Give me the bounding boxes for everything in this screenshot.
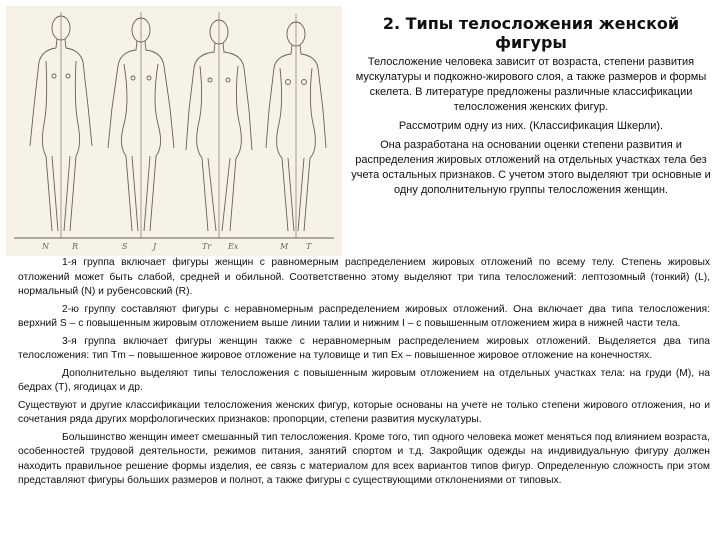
body-types-illustration xyxy=(6,6,342,256)
classification-text xyxy=(18,256,710,492)
figure-2-label-right: J xyxy=(153,242,157,251)
figure-3-label-left: Tr xyxy=(202,242,212,251)
figure-4-label-right: T xyxy=(306,242,312,251)
figure-4-outline xyxy=(266,14,326,238)
intro-block xyxy=(350,55,712,202)
intro-paragraph-3 xyxy=(350,138,712,198)
intro-paragraph-3-text: Она разработана на основании оценки степени развития и распределения жировых отложений на отдельных участках тела без учета остальных признаков. С учетом этого выделяют три основные и одну дополнительную группы телосложения женщин xyxy=(351,139,711,196)
body-paragraph-5: Существуют и другие классификации телосложения женских фигур, которые основаны на учете не только степени жирового отложения, но и сочетания ряда других морфологических признаков: пропорции, степени развития мускулатуры. xyxy=(18,399,710,425)
intro-paragraph-1: Телосложение человека зависит от возраста, степени развития мускулатуры и подкожно-жирового слоя, а также размеров и формы скелета. В литературе предложены различные классификации телосложения женских фигур. xyxy=(355,56,707,113)
figure-1-label-right: R xyxy=(72,242,79,251)
intro-end-dot: . xyxy=(664,184,668,196)
figure-2-outline xyxy=(108,12,174,238)
body-paragraph-2: 2-ю группу составляют фигуры с неравномерным распределением жировых отложений. Она включает два типа телосложения: верхний S – с повышенным жировым отложением выше линии талии и нижним I – с повышенным отложением жира в нижней части тела. xyxy=(18,303,710,329)
body-paragraph-3: 3-я группа включает фигуры женщин также с неравномерным распределением жировых отложений. Выделяется два типа телосложения: тип Tm – повышенное жировое отложение на туловище и тип Ex – повышенное жировое отложение на конечностях. xyxy=(18,335,710,361)
figure-3-label-right: Ex xyxy=(228,242,239,251)
body-paragraph-4: Дополнительно выделяют типы телосложения с повышенным жировым отложением на отдельных участках тела: на груди (M), на бедрах (T), ягодицах и др. xyxy=(18,367,710,393)
figure-4-label-left: M xyxy=(280,242,289,251)
figure-2-label-left: S xyxy=(122,242,128,251)
figure-3-outline xyxy=(186,12,252,238)
figure-1-label-left: N xyxy=(42,242,49,251)
figure-1-outline xyxy=(30,12,92,238)
figures-drawing xyxy=(6,6,342,256)
body-paragraph-6: Большинство женщин имеет смешанный тип телосложения. Кроме того, тип одного человека может меняться под влиянием возраста, особенностей трудовой деятельности, режимов питания, занятий спортом и т.д. Закройщик одежды на индивидуальную фигуру должен находить правильное решение формы изделия, ее связь с материалом для всех вариантов типов фигур. Определенную сложность при этом представляют фигуры больших размеров и полнот, а также фигуры с существующими отклонениями от типовых. xyxy=(18,431,710,486)
slide-title: 2. Типы телосложения женской фигуры xyxy=(382,14,680,52)
intro-paragraph-2: Рассмотрим одну из них. (Классификация Шкерли). xyxy=(398,120,664,132)
body-paragraph-1: 1-я группа включает фигуры женщин с равномерным распределением жировых отложений по всему телу. Степень жировых отложений может быть слабой, средней и обильной. Соответственно этому выделяют три типа телосложений: лептозомный (тонкий) (L), нормальный (N) и рубенсовский (R). xyxy=(18,257,710,297)
